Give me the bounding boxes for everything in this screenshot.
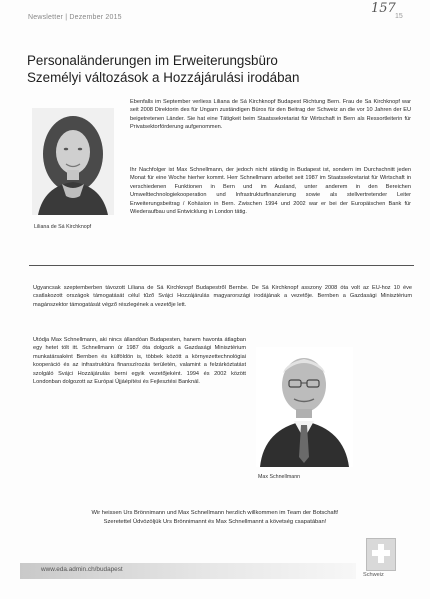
portrait-max-caption: Max Schnellmann — [258, 474, 301, 480]
footer-website-link[interactable]: www.eda.admin.ch/budapest — [41, 566, 123, 573]
swiss-cross-icon — [366, 538, 396, 571]
handwritten-page-mark: 157 — [371, 1, 396, 16]
page-number: 15 — [395, 13, 403, 20]
portrait-man-image — [256, 347, 353, 467]
article-title-hungarian: Személyi változások a Hozzájárulási irodában — [27, 70, 300, 85]
swiss-flag-label: Schweiz — [363, 572, 384, 578]
welcome-german: Wir heissen Urs Brönnimann und Max Schnellmann herzlich willkommen im Team der Botschaft! — [91, 510, 339, 516]
welcome-hungarian: Szeretettel Üdvözöljük Urs Brönnimannt és Max Schnellmannt a követség csapatában! — [103, 519, 327, 525]
portrait-woman-image — [32, 108, 114, 215]
portrait-liliana-photo — [32, 108, 114, 215]
german-paragraph-1: Ebenfalls im September verliess Liliana de Sá Kirchknopf Budapest Richtung Bern. Frau de Sa Kirchknopf war seit 2008 Direktorin des für Ungarn zuständigen Büros für den Beitrag der Schweiz an die vor 10 Jahren der EU beigetretenen Länder. Sie hat eine Tätigkeit beim Staatssekretariat für Wirtschaft in Bern als Ressortleiterin für Privatsektorförderung aufgenommen. — [130, 99, 411, 131]
newsletter-header-date: Newsletter | Dezember 2015 — [28, 14, 122, 21]
hungarian-paragraph-2: Utódja Max Schnellmann, aki nincs állandóan Budapesten, hanem havonta átlagban egy hetet tölt itt. Schnellmann úr 1987 óta dolgozik a Gazdasági Minisztérium munkatársaként Bernben és külföldön is, többek között a környezettechnológiai kooperáció és az infrastruktúra finanszírozás területén, valamint a felzárkóztatást szolgáló Svájci Hozzájárulás berni egyik vezetőjeként. 1994 és 2002 között Londonban dolgozott az Európai Újjáépítési és Fejlesztési Banknál. — [33, 337, 246, 386]
article-title — [27, 52, 299, 86]
portrait-liliana-caption: Liliana de Sá Kirchknopf — [34, 224, 92, 230]
welcome-message — [40, 509, 390, 527]
article-title-german: Personaländerungen im Erweiterungsbüro — [27, 53, 278, 68]
portrait-max-photo — [256, 347, 353, 467]
hungarian-paragraph-1: Ugyancsak szeptemberben távozott Liliana de Sá Kirchknopf Budapestről Bernbe. De Sá Kirchknopf asszony 2008 óta volt az EU-hoz 10 éve csatlakozott országok támogatását célul tűző Svájci Hozzájárulás magyarországi irodájának a vezetője. Bernben a Gazdasági Minisztérium magánszektor támogatását végző részlegének a vezetője lett. — [33, 285, 412, 308]
section-divider — [29, 265, 414, 266]
german-paragraph-2: Ihr Nachfolger ist Max Schnellmann, der jedoch nicht ständig in Budapest ist, sondern im Durchschnitt jeden Monat für eine Woche hierher kommt. Herr Schnellmann arbeitet seit 1987 im Staatssekretariat für Wirtschaft in verschiedenen Funktionen in Bern und im Ausland, unter anderem in den Bereichen Umwelttechnologiekooperation und Infrastrukturfinanzierung sowie als stellvertretender Leiter Erweiterungsbeitrag / Kohäsion in Bern. Zwischen 1994 und 2002 war er bei der Europäischen Bank für Wiederaufbau und Entwicklung in London tätig. — [130, 167, 411, 216]
